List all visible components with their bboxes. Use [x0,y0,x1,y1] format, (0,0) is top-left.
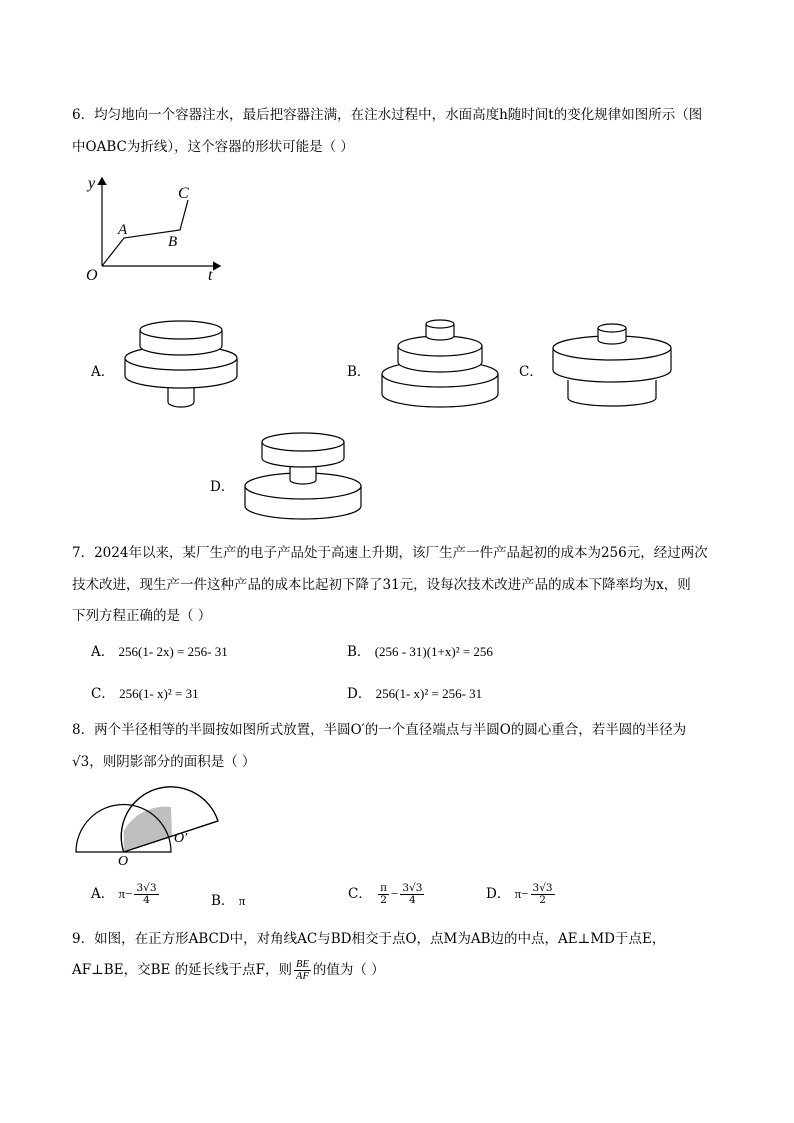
q8-semicircles-figure [70,776,230,868]
q8-label-o-prime: O′ [174,831,188,846]
q6-option-b-label[interactable]: B． [347,364,371,380]
q6-option-c-container[interactable] [550,320,675,410]
q6-option-a-container[interactable] [120,316,250,416]
q6-graph-t-label: t [208,267,213,284]
q7-option-a-label: A． [91,644,115,660]
q8-option-a[interactable] [91,882,161,906]
q6-option-d-container[interactable] [242,432,367,532]
q7-option-c[interactable] [91,682,199,702]
q6-stem-line2: 中OABC为折线），这个容器的形状可能是（ ） [72,139,354,155]
q6-graph-c-label: C [178,185,189,202]
q6-option-b-container[interactable] [378,316,503,416]
q8-option-b-value: π [238,893,246,908]
q7-option-a[interactable] [91,640,228,660]
q7-option-b[interactable] [347,640,493,660]
q6-graph-o-label: O [86,267,98,284]
q8-option-b-label: B． [211,893,235,909]
q9-stem-line1: 9．如图，在正方形ABCD中，对角线AC与BD相交于点O，点M为AB边的中点，AE⊥MD于点E， [72,931,666,947]
q7-stem-line2: 技术改进，现生产一件这种产品的成本比起初下降了31元，设每次技术改进产品的成本下降率均为x，则 [72,577,691,593]
q8-stem-line1: 8．两个半径相等的半圆按如图所式放置，半圆O′的一个直径端点与半圆O的圆心重合，若半圆的半径为 [72,722,687,738]
q9-stem-line2 [72,958,385,982]
q8-option-c-num1: π [380,882,388,894]
q8-option-a-num: 3√3 [136,882,157,894]
q7-option-c-label: C． [91,686,115,702]
q8-option-a-label: A． [91,886,115,902]
q7-option-d-label: D． [347,686,372,702]
q7-option-a-expr: 256(1- 2x) = 256- 31 [118,644,228,659]
q8-option-c-minus: − [391,886,399,901]
q8-stem-line2: √3，则阴影部分的面积是（ ） [72,754,256,770]
q6-graph [76,170,226,290]
q8-option-a-den: 4 [143,894,150,906]
q8-option-c-label: C． [348,886,372,902]
q6-graph-b-label: B [168,234,178,250]
q9-stem-post: 的值为（ ） [312,962,385,978]
q8-option-d-label: D． [486,886,511,902]
q7-stem-line1: 7．2024年以来，某厂生产的电子产品处于高速上升期，该厂生产一件产品起初的成本为256元，经过两次 [72,545,708,561]
q8-option-c-num2: 3√3 [402,882,423,894]
q7-stem-line3: 下列方程正确的是（ ） [72,608,212,624]
q8-option-c-den1: 2 [380,894,387,906]
q9-frac-den: AF [296,971,309,982]
q6-option-a-label[interactable]: A． [91,364,115,380]
q8-label-o: O [118,854,129,868]
q8-option-d[interactable] [486,882,557,906]
q6-option-d-label[interactable]: D． [210,479,235,495]
q6-option-c-label[interactable]: C． [519,364,543,380]
q6-graph-y-label: y [88,175,96,192]
q7-option-b-expr: (256 - 31)(1+x)² = 256 [374,644,493,659]
q7-option-b-label: B． [347,644,371,660]
q7-option-d-expr: 256(1- x)² = 256- 31 [375,686,483,701]
q8-option-d-num: 3√3 [532,882,553,894]
q8-option-c-den2: 4 [409,894,416,906]
q7-option-c-expr: 256(1- x)² = 31 [119,686,199,701]
q6-graph-a-label: A [118,222,128,238]
q7-option-d[interactable] [347,682,482,702]
q8-option-d-den: 2 [539,894,546,906]
q8-option-a-pre: π− [118,886,133,901]
q9-stem-pre: AF⊥BE，交BE 的延长线于点F，则 [72,962,293,978]
q8-option-b[interactable] [211,889,245,909]
q9-frac-num: BE [296,959,309,970]
q8-option-d-pre: π− [514,886,529,901]
q8-option-c[interactable] [348,882,426,906]
q6-stem-line1: 6．均匀地向一个容器注水，最后把容器注满，在注水过程中，水面高度h随时间t的变化规律如图所示（图 [72,107,703,123]
